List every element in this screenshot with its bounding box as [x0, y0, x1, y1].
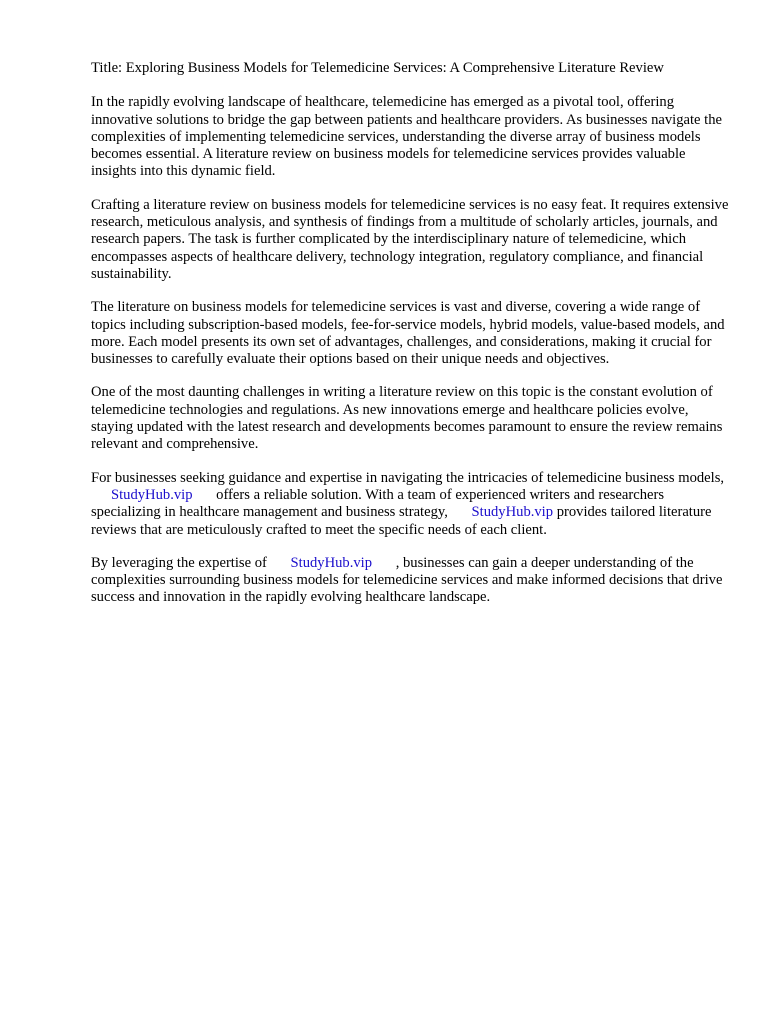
- paragraph-leveraging-text-2: , businesses can gain a deeper understanding of the complexities surrounding business models for telemedicine services and make informed decisions that drive success and innovation in the rapidly evolving healthcare landscape.: [91, 554, 723, 606]
- paragraph-leveraging: [91, 555, 731, 607]
- paragraph-challenges: One of the most daunting challenges in writing a literature review on this topic is the constant evolution of telemedicine technologies and regulations. As new innovations emerge and healthcare policies evolve, staying updated with the latest research and developments becomes paramount to ensure the review remains relevant and comprehensive.: [91, 384, 723, 453]
- paragraph-guidance-text-2: offers a reliable solution. With a team of experienced writers and researchers specializing in healthcare management and business strategy,: [91, 486, 665, 521]
- document-page: [91, 60, 731, 623]
- paragraph-guidance: [91, 470, 731, 539]
- studyhub-link[interactable]: StudyHub.vip: [111, 486, 193, 503]
- paragraph-models: The literature on business models for telemedicine services is vast and diverse, covering a wide range of topics including subscription-based models, fee-for-service models, hybrid models, value-based models, and more. Each model presents its own set of advantages, challenges, and considerations, making it crucial for businesses to carefully evaluate their options based on their unique needs and objectives.: [91, 299, 725, 368]
- studyhub-link[interactable]: StudyHub.vip: [290, 554, 373, 571]
- paragraph-intro: In the rapidly evolving landscape of healthcare, telemedicine has emerged as a pivotal tool, offering innovative solutions to bridge the gap between patients and healthcare providers. As businesses navigate the complexities of implementing telemedicine services, understanding the diverse array of business models becomes essential. A literature review on business models for telemedicine services provides valuable insights into this dynamic field.: [91, 94, 723, 180]
- studyhub-link[interactable]: StudyHub.vip: [471, 504, 554, 521]
- paragraph-guidance-text-3: provides tailored literature reviews that are meticulously crafted to meet the specific needs of each client.: [91, 504, 712, 538]
- document-title: Title: Exploring Business Models for Telemedicine Services: A Comprehensive Literature Review: [91, 60, 664, 76]
- paragraph-crafting: Crafting a literature review on business models for telemedicine services is no easy feat. It requires extensive research, meticulous analysis, and synthesis of findings from a multitude of scholarly articles, journals, and research papers. The task is further complicated by the interdisciplinary nature of telemedicine, which encompasses aspects of healthcare delivery, technology integration, regulatory compliance, and financial sustainability.: [91, 196, 729, 282]
- paragraph-guidance-text-1: For businesses seeking guidance and expertise in navigating the intricacies of telemedicine business models,: [91, 469, 725, 486]
- paragraph-leveraging-text-1: By leveraging the expertise of: [91, 554, 267, 571]
